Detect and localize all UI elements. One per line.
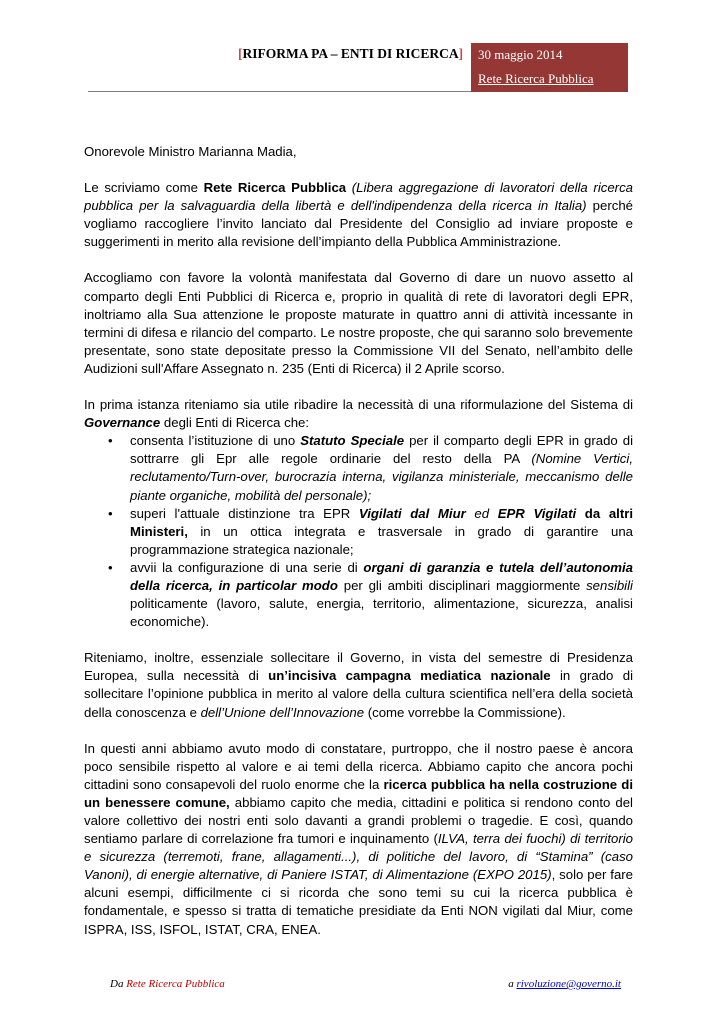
list-item bbox=[130, 432, 633, 504]
text-span: degli Enti di Ricerca che: bbox=[160, 415, 310, 431]
header-date-box bbox=[471, 43, 628, 92]
text-span: politicamente (lavoro, salute, energia, territorio, alimentazione, sicurezza, analisi economiche). bbox=[130, 596, 633, 630]
paragraph-awareness bbox=[84, 740, 633, 939]
italic-text: dell’Unione dell’Innovazione bbox=[200, 704, 365, 720]
emphasis: organi di garanzia e tutela dell’autonomia della ricerca, in particolar modo bbox=[130, 559, 633, 593]
text-span: In questi anni abbiamo avuto modo di constatare, purtroppo, che il nostro paese è ancora poco sensibile rispetto al valore e ai temi della ricerca. Abbiamo capito che ancora pochi cittadini sono consapevoli del ruolo enorme che la bbox=[84, 740, 633, 792]
header-title-text: RIFORMA PA – ENTI DI RICERCA bbox=[242, 46, 459, 61]
letter-body bbox=[84, 143, 633, 957]
header-date: 30 maggio 2014 bbox=[478, 47, 563, 62]
governance-list bbox=[84, 432, 633, 631]
text-span: superi l'attuale distinzione tra EPR bbox=[130, 505, 359, 521]
footer-prefix: Da bbox=[110, 978, 127, 990]
bracket-close: ] bbox=[458, 46, 464, 61]
italic-text: ILVA, terra dei fuochi) di territorio e sicurezza (terremoti, frane, allagamenti...), di politiche del lavoro, di “Stamina” (caso Vanoni), di energie alternative, di Paniere ISTAT, di Alimentazione (EXPO 2015) bbox=[84, 831, 633, 883]
header-divider bbox=[88, 91, 471, 92]
emphasis: EPR Vigilati bbox=[497, 505, 577, 521]
footer-prefix: a bbox=[508, 978, 517, 990]
paragraph-media-campaign bbox=[84, 649, 633, 721]
list-item bbox=[130, 559, 633, 631]
emphasis: Vigilati dal Miur bbox=[358, 505, 466, 521]
bracket-open: [ bbox=[238, 46, 243, 61]
bold-text: ricerca pubblica ha nella costruzione di un benessere comune, bbox=[84, 776, 633, 810]
text-span: per gli ambiti disciplinari maggiormente bbox=[337, 577, 587, 593]
text-span: consenta l’istituzione di uno bbox=[130, 433, 301, 449]
list-item bbox=[130, 505, 633, 559]
italic-text: sensibili bbox=[586, 577, 633, 593]
header-title bbox=[238, 46, 463, 62]
text-span: (come vorrebbe la Commissione). bbox=[364, 704, 566, 720]
footer-recipient bbox=[508, 978, 621, 990]
org-description-italic: (Libera aggregazione di lavoratori della ricerca pubblica per la salvaguardia della libertà e dell'indipendenza della ricerca in Italia) bbox=[84, 180, 633, 214]
footer-sender bbox=[110, 978, 225, 990]
paragraph-proposals: Accogliamo con favore la volontà manifestata dal Governo di dare un nuovo assetto al comparto degli Enti Pubblici di Ricerca e, proprio in qualità di rete di lavoratori degli EPR, inoltriamo alla Sua attenzione le proposte maturate in quattro anni di attività incessante in termini di difesa e rilancio del comparto. Le nostre proposte, che qui saranno solo brevemente presentate, sono state depositate presso la Commissione VII del Senato, nell’ambito delle Audizioni sull'Affare Assegnato n. 235 (Enti di Ricerca) il 2 Aprile scorso. bbox=[84, 270, 633, 376]
italic-text: ed bbox=[465, 505, 498, 521]
text-span: , solo per fare alcuni esempi, difficilmente ci si ricorda che sono temi su cui la ricerca pubblica è fondamentale, e spesso si tratta di tematiche presidiate da Enti NON vigilati dal Miur, come ISPRA, ISS, ISFOL, ISTAT, CRA, ENEA. bbox=[84, 867, 634, 937]
text-span: abbiamo capito che media, cittadini e politica si rendono conto del valore collettivo dei nostri enti solo davanti a grandi problemi o tragedie. E così, quando sentiamo parlare di correlazione fra tumori e inquinamento ( bbox=[84, 794, 633, 847]
bold-text: da altri Ministeri, bbox=[130, 505, 634, 539]
text-span: Le scriviamo come bbox=[84, 180, 204, 196]
text-span: In prima istanza riteniamo sia utile ribadire la necessità di una riformulazione del Sistema di bbox=[84, 397, 633, 413]
header-organization-link[interactable]: Rete Ricerca Pubblica bbox=[478, 71, 594, 86]
salutation: Onorevole Ministro Marianna Madia, bbox=[84, 144, 297, 159]
bold-text: un’incisiva campagna mediatica nazionale bbox=[268, 668, 551, 684]
paragraph-intro bbox=[84, 179, 633, 251]
text-span: in un ottica integrata e trasversale in grado di garantire una programmazione strategica nazionale; bbox=[130, 523, 633, 557]
footer-org-name: Rete Ricerca Pubblica bbox=[126, 978, 225, 990]
text-span: avvii la configurazione di una serie di bbox=[130, 559, 364, 575]
text-span: in grado di sollecitare l’opinione pubblica in merito al valore della cultura scientifica nell’era della società della conoscenza e bbox=[84, 668, 634, 720]
italic-text: (Nomine Vertici, reclutamento/Turn-over, burocrazia interna, vigilanza ministeriale, meccanismo delle piante organiche, mobilità del personale); bbox=[130, 451, 633, 503]
governance-emphasis: Governance bbox=[84, 415, 161, 431]
footer-email-link[interactable]: rivoluzione@governo.it bbox=[516, 978, 621, 990]
text-span: Riteniamo, inoltre, essenziale sollecitare il Governo, in vista del semestre di Presidenza Europea, sulla necessità di bbox=[84, 650, 633, 684]
org-name-bold: Rete Ricerca Pubblica bbox=[203, 180, 347, 196]
paragraph-governance bbox=[84, 396, 633, 432]
emphasis: Statuto Speciale bbox=[300, 433, 405, 449]
text-span: per il comparto degli EPR in grado di sottrarre gli Epr alle regole ordinarie del resto della PA bbox=[130, 433, 633, 467]
text-span: perché vogliamo raccogliere l’invito lanciato dal Presidente del Consiglio ad inviare proposte e suggerimenti in merito alla revisione dell’impianto della Pubblica Amministrazione. bbox=[84, 198, 633, 250]
